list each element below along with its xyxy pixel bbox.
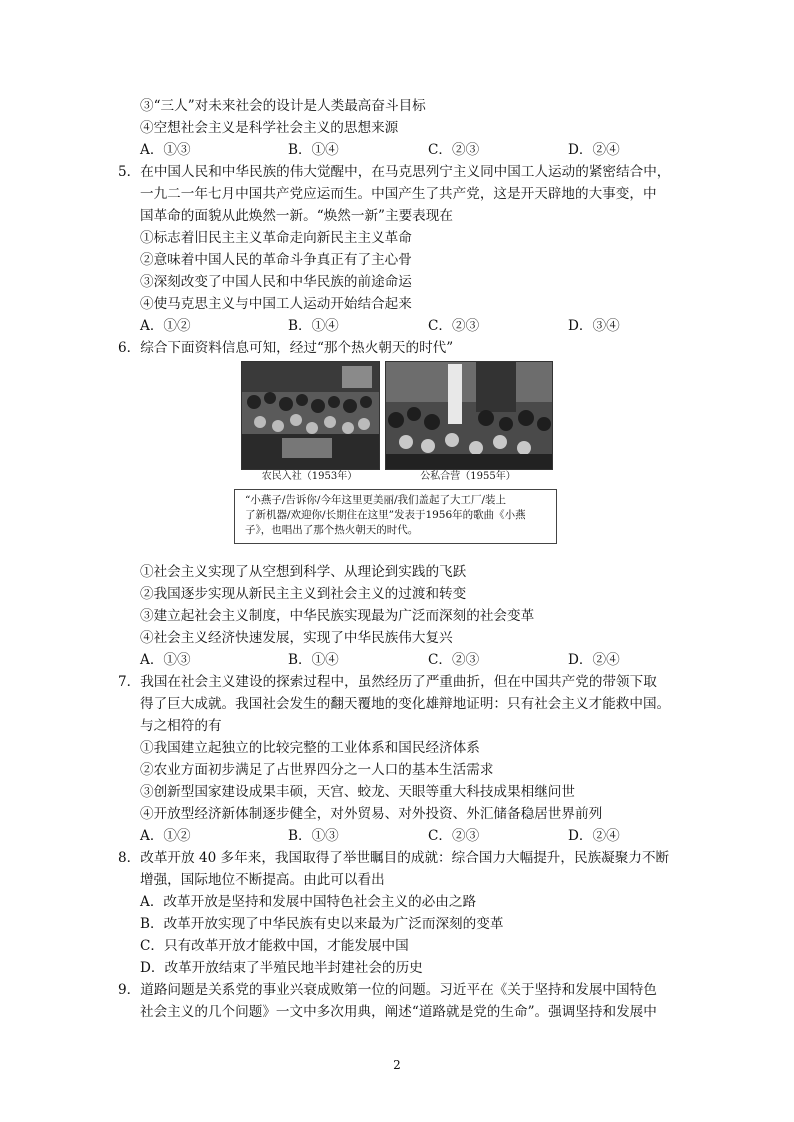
q7-options xyxy=(140,826,660,846)
q5-stem-line-1: 5．在中国人民和中华民族的伟大觉醒中，在马克思列宁主义同中国工人运动的紧密结合中， xyxy=(118,164,671,180)
q6-statement-4: ④社会主义经济快速发展，实现了中华民族伟大复兴 xyxy=(140,630,453,646)
q6-option-b: B．①④ xyxy=(288,652,339,668)
q7-statement-2: ②农业方面初步满足了占世界四分之一人口的基本生活需求 xyxy=(140,762,494,778)
q6-statement-2: ②我国逐步实现从新民主主义到社会主义的过渡和转变 xyxy=(140,586,467,602)
q7-stem-line-1: 7．我国在社会主义建设的探索过程中，虽然经历了严重曲折，但在中国共产党的带领下取 xyxy=(118,674,657,690)
q5-option-a: A．①② xyxy=(140,318,191,334)
q5-options xyxy=(140,316,660,336)
page-number: 2 xyxy=(393,1058,401,1072)
photo-public-private-partnership xyxy=(385,361,553,470)
q4-option-c: C．②③ xyxy=(428,142,480,158)
q9-stem-line-2: 社会主义的几个问题》一文中多次用典，阐述“道路就是党的生命”。强调坚持和发展中 xyxy=(140,1004,657,1020)
q6-option-a: A．①③ xyxy=(140,652,191,668)
q5-option-c: C．②③ xyxy=(428,318,480,334)
q8-stem-line-1: 8．改革开放 40 多年来，我国取得了举世瞩目的成就：综合国力大幅提升，民族凝聚力不断 xyxy=(118,850,670,866)
q8-option-c: C．只有改革开放才能救中国，才能发展中国 xyxy=(140,938,409,954)
q4-statement-3: ③“三人”对未来社会的设计是人类最高奋斗目标 xyxy=(140,98,426,114)
song-quote-line-2: 了新机器/欢迎你/长期住在这里”发表于1956年的歌曲《小燕 xyxy=(245,509,526,521)
q8-stem-line-2: 增强，国际地位不断提高。由此可以看出 xyxy=(140,872,385,888)
q5-option-d: D．③④ xyxy=(568,318,620,334)
q5-stem-line-3: 国革命的面貌从此焕然一新。“焕然一新”主要表现在 xyxy=(140,208,453,224)
q4-option-d: D．②④ xyxy=(568,142,620,158)
q7-option-c: C．②③ xyxy=(428,828,480,844)
q8-option-a: A．改革开放是坚持和发展中国特色社会主义的必由之路 xyxy=(140,894,477,910)
q4-option-a: A．①③ xyxy=(140,142,191,158)
q7-option-b: B．①③ xyxy=(288,828,339,844)
song-quote-line-1: “小燕子/告诉你/今年这里更美丽/我们盖起了大工厂/装上 xyxy=(245,494,507,506)
q5-statement-3: ③深刻改变了中国人民和中华民族的前途命运 xyxy=(140,274,412,290)
q8-option-d: D．改革开放结束了半殖民地半封建社会的历史 xyxy=(140,960,423,976)
q6-statement-3: ③建立起社会主义制度，中华民族实现最为广泛而深刻的社会变革 xyxy=(140,608,535,624)
q6-option-c: C．②③ xyxy=(428,652,480,668)
photo-public-private-partnership-image xyxy=(386,362,552,469)
q6-options xyxy=(140,650,660,670)
q9-stem-line-1: 9．道路问题是关系党的事业兴衰成败第一位的问题。习近平在《关于坚持和发展中国特色 xyxy=(118,982,657,998)
q6-statement-1: ①社会主义实现了从空想到科学、从理论到实践的飞跃 xyxy=(140,564,467,580)
q7-statement-1: ①我国建立起独立的比较完整的工业体系和国民经济体系 xyxy=(140,740,480,756)
q7-option-d: D．②④ xyxy=(568,828,620,844)
q5-option-b: B．①④ xyxy=(288,318,339,334)
photo-farmers-cooperative-image xyxy=(242,362,379,469)
photo-farmers-cooperative xyxy=(241,361,380,470)
q7-stem-line-2: 得了巨大成就。我国社会发生的翻天覆地的变化雄辩地证明：只有社会主义才能救中国。 xyxy=(140,696,671,712)
q7-statement-4: ④开放型经济新体制逐步健全，对外贸易、对外投资、外汇储备稳居世界前列 xyxy=(140,806,603,822)
q5-stem-line-2: 一九二一年七月中国共产党应运而生。中国产生了共产党，这是开天辟地的大事变，中 xyxy=(140,186,657,202)
q7-option-a: A．①② xyxy=(140,828,191,844)
q5-statement-2: ②意味着中国人民的革命斗争真正有了主心骨 xyxy=(140,252,412,268)
caption-farmers-cooperative: 农民入社（1953年） xyxy=(261,471,358,482)
caption-public-private-partnership: 公私合营（1955年） xyxy=(420,471,516,482)
q4-options xyxy=(140,140,660,160)
q8-option-b: B．改革开放实现了中华民族有史以来最为广泛而深刻的变革 xyxy=(140,916,504,932)
q6-stem-line-1: 6．综合下面资料信息可知，经过“那个热火朝天的时代” xyxy=(118,340,454,356)
song-quote-box xyxy=(234,489,557,544)
song-quote-line-3: 子》，也唱出了那个热火朝天的时代。 xyxy=(245,524,419,536)
q4-statement-4: ④空想社会主义是科学社会主义的思想来源 xyxy=(140,120,399,136)
q7-statement-3: ③创新型国家建设成果丰硕，天宫、蛟龙、天眼等重大科技成果相继问世 xyxy=(140,784,575,800)
q6-option-d: D．②④ xyxy=(568,652,620,668)
q5-statement-1: ①标志着旧民主主义革命走向新民主主义革命 xyxy=(140,230,412,246)
q4-option-b: B．①④ xyxy=(288,142,339,158)
q7-stem-line-3: 与之相符的有 xyxy=(140,718,222,734)
q5-statement-4: ④使马克思主义与中国工人运动开始结合起来 xyxy=(140,296,412,312)
